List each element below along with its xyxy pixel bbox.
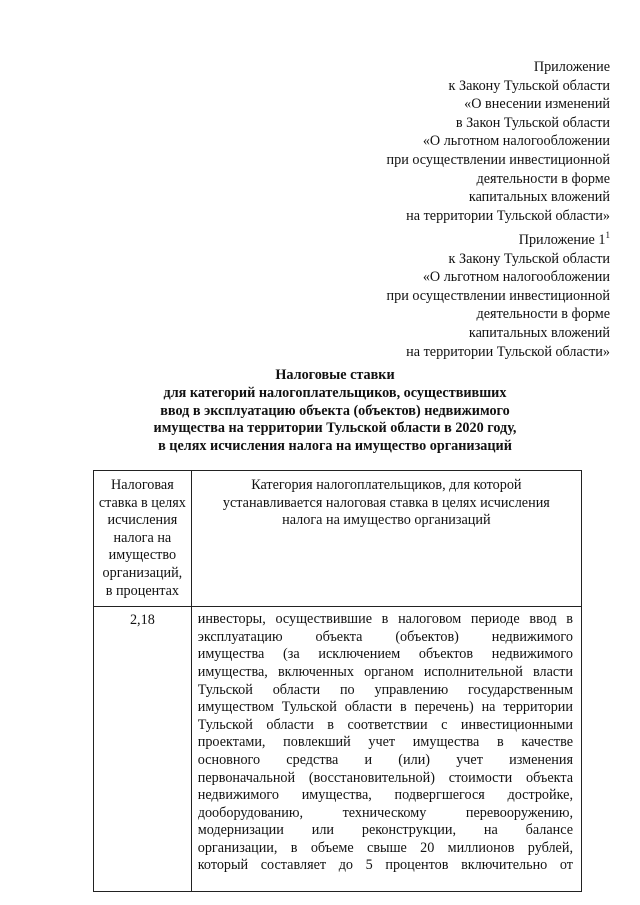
appendix-line: к Закону Тульской области — [448, 250, 610, 267]
appendix-heading-secondary — [387, 231, 610, 361]
category-text-line: эксплуатацию объекта (объектов) недвижимого — [197, 628, 573, 645]
header-rate-line: налога на — [113, 529, 172, 546]
title-line: имущества на территории Тульской области в 2020 году, — [153, 420, 517, 437]
appendix-heading-main — [387, 58, 610, 225]
appendix-line: «О льготном налогообложении — [422, 133, 610, 150]
header-rate-line: Налоговая — [110, 477, 174, 493]
rate-cell — [94, 607, 192, 892]
header-rate-line: имущество — [108, 547, 177, 564]
category-text-line: имущества (за исключением объектов недвижимого — [197, 646, 573, 663]
tax-rates-table — [93, 470, 582, 892]
header-rate-line: исчисления — [107, 512, 178, 529]
title-line: в целях исчисления налога на имущество организаций — [158, 438, 512, 455]
header-rate-line: в процентах — [105, 582, 179, 599]
category-text-line: дооборудованию, техническому перевооружению, — [197, 804, 573, 821]
category-text-line: Тульской области в соответствии с инвестиционными — [197, 716, 573, 733]
appendix-line: при осуществлении инвестиционной — [386, 287, 610, 304]
category-text-line: инвесторы, осуществившие в налоговом периоде ввод в — [197, 611, 573, 628]
category-text-line: недвижимого имущества, подвергшегося достройке, — [197, 787, 573, 804]
title-line: Налоговые ставки — [275, 367, 395, 383]
appendix-number-line — [387, 231, 610, 250]
appendix-line: деятельности в форме — [476, 170, 610, 187]
appendix-line: Приложение — [533, 59, 610, 75]
category-text-line: имуществом Тульской области в перечень) на территории — [197, 699, 573, 716]
table-row — [94, 607, 582, 892]
category-cell — [191, 607, 581, 892]
table-header-row — [94, 471, 582, 607]
header-cell-rate — [94, 471, 192, 607]
appendix-line: в Закон Тульской области — [455, 114, 610, 131]
appendix-line: «О внесении изменений — [464, 96, 610, 113]
header-category-line: устанавливается налоговая ставка в целях исчисления — [222, 494, 550, 511]
header-category-line: налога на имущество организаций — [282, 512, 491, 529]
category-text-line: проектами, повлекший учет имущества в качестве — [197, 734, 573, 751]
category-text-line: который составляет до 5 процентов включительно от — [197, 857, 573, 874]
appendix-line: при осуществлении инвестиционной — [386, 151, 610, 168]
appendix-superscript: 1 — [605, 230, 610, 240]
category-text-line: основного средства и (или) учет изменения — [197, 751, 573, 768]
title-line: для категорий налогоплательщиков, осуществивших — [163, 384, 507, 401]
header-rate-line: ставка в целях — [98, 494, 186, 511]
appendix-line: к Закону Тульской области — [448, 77, 610, 94]
header-rate-line: организаций, — [102, 564, 183, 581]
appendix-line: на территории Тульской области» — [406, 207, 610, 224]
appendix-line: капитальных вложений — [468, 324, 610, 341]
category-text-line: Тульской области по управлению государственным — [197, 681, 573, 698]
appendix-line: деятельности в форме — [476, 306, 610, 323]
category-text-line: имущества, включенных органом исполнительной власти — [197, 663, 573, 680]
appendix-line: на территории Тульской области» — [406, 343, 610, 360]
rate-value: 2,18 — [129, 612, 155, 629]
appendix-line: капитальных вложений — [468, 189, 610, 206]
title-line: ввод в эксплуатацию объекта (объектов) недвижимого — [160, 402, 510, 419]
category-text-line: модернизации или реконструкции, на балансе — [197, 822, 573, 839]
header-category-line: Категория налогоплательщиков, для которой — [251, 477, 522, 493]
category-text-line: организации, в объеме свыше 20 миллионов рублей, — [197, 839, 573, 856]
header-cell-category — [191, 471, 581, 607]
appendix-number-text: Приложение 1 — [518, 232, 606, 248]
appendix-line: «О льготном налогообложении — [422, 269, 610, 286]
category-text-line: первоначальной (восстановительной) стоимости объекта — [197, 769, 573, 786]
document-title — [100, 367, 570, 456]
